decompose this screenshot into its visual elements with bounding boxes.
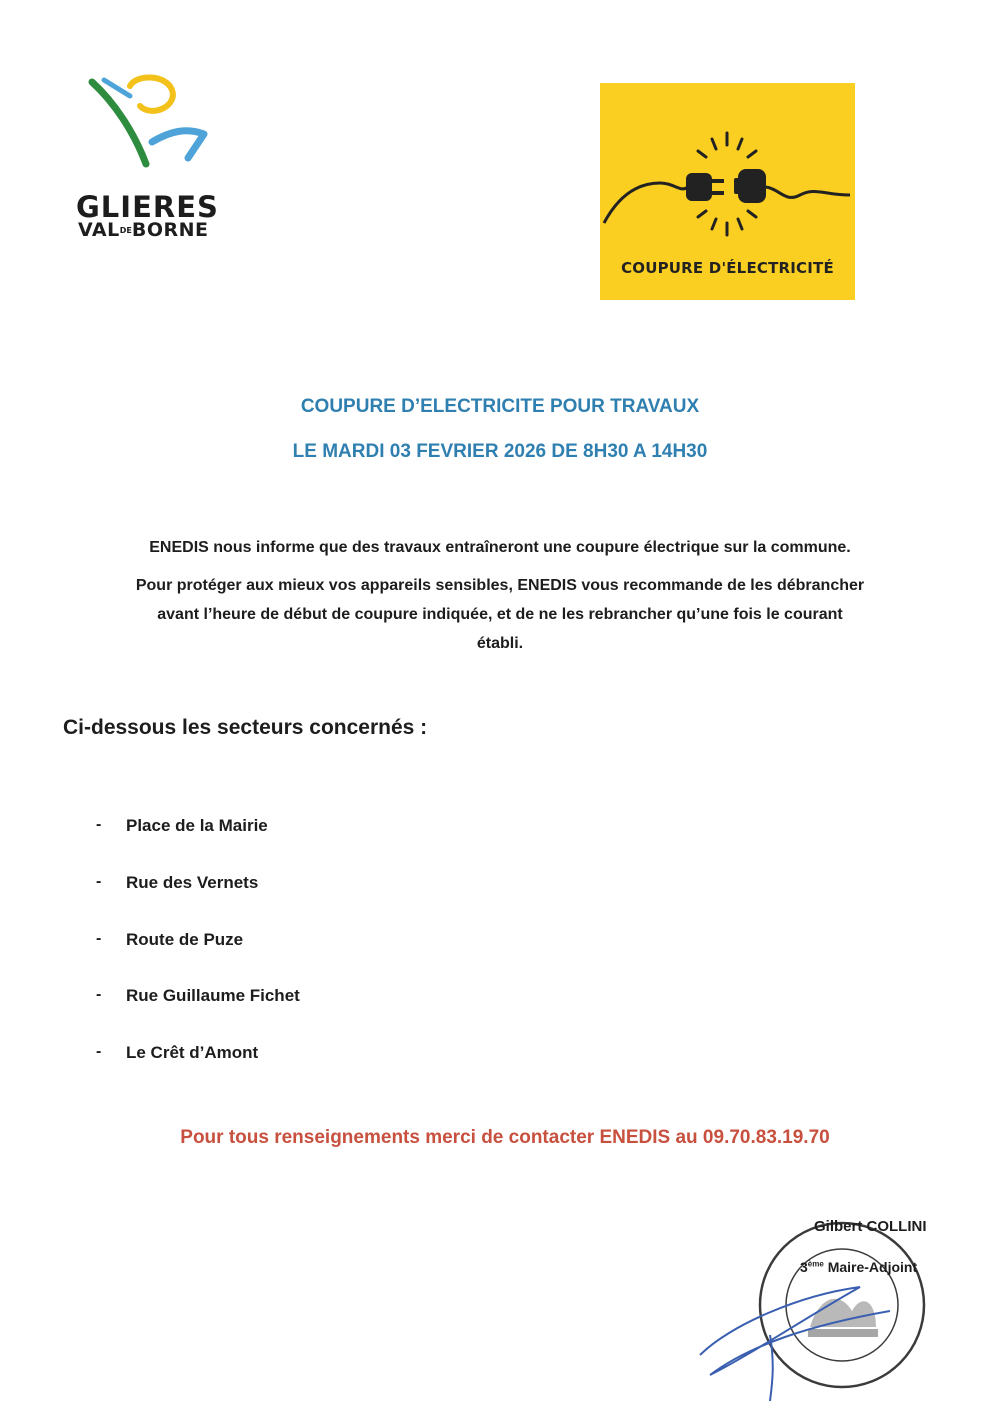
list-item — [0, 816, 500, 840]
logo-subname — [78, 219, 209, 241]
unplugged-plug-icon — [600, 83, 855, 253]
role-sup: ème — [807, 1259, 824, 1269]
role-rest: Maire-Adjoint — [823, 1259, 918, 1275]
contact-line: Pour tous renseignements merci de contacter ENEDIS au 09.70.83.19.70 — [180, 1127, 830, 1148]
municipality-logo — [72, 72, 222, 247]
sector-label: Route de Puze — [126, 930, 244, 949]
sector-label: Rue Guillaume Fichet — [126, 986, 300, 1005]
bullet: - — [96, 1043, 102, 1060]
notice-date: LE MARDI 03 FEVRIER 2026 DE 8H30 A 14H30 — [292, 441, 708, 462]
signatory-role — [800, 1259, 917, 1275]
sector-label: Rue des Vernets — [126, 873, 259, 892]
bullet: - — [96, 930, 102, 947]
logo-mark-icon — [84, 72, 214, 184]
logo-sub-de: DE — [119, 226, 132, 235]
logo-sub-part1: VAL — [78, 219, 120, 241]
bullet: - — [96, 986, 102, 1003]
bullet: - — [96, 873, 102, 890]
advice-line-1: Pour protéger aux mieux vos appareils sensibles, ENEDIS vous recommande de les débrancher — [135, 577, 865, 594]
sectors-heading: Ci-dessous les secteurs concernés : — [63, 716, 428, 739]
advice-line-3: établi. — [476, 635, 524, 652]
list-item — [0, 930, 500, 954]
list-item — [0, 873, 500, 897]
logo-sub-part2: BORNE — [131, 219, 209, 241]
banner-label: COUPURE D'ÉLECTRICITÉ — [621, 259, 834, 277]
info-paragraph: ENEDIS nous informe que des travaux entraîneront une coupure électrique sur la commune. — [149, 539, 851, 556]
signatory-name: Gilbert COLLINI — [814, 1218, 927, 1235]
official-stamp-icon — [690, 1215, 950, 1405]
logo-name: GLIERES — [76, 190, 219, 224]
power-cut-banner — [600, 83, 855, 300]
sector-label: Le Crêt d’Amont — [126, 1043, 259, 1062]
list-item — [0, 1043, 500, 1067]
role-prefix: 3 — [800, 1259, 808, 1275]
list-item — [0, 986, 500, 1010]
notice-title: COUPURE D’ELECTRICITE POUR TRAVAUX — [300, 396, 700, 417]
sector-label: Place de la Mairie — [126, 816, 268, 835]
advice-line-2: avant l’heure de début de coupure indiquée, et de ne les rebrancher qu’une fois le courant — [157, 606, 843, 623]
bullet: - — [96, 816, 102, 833]
